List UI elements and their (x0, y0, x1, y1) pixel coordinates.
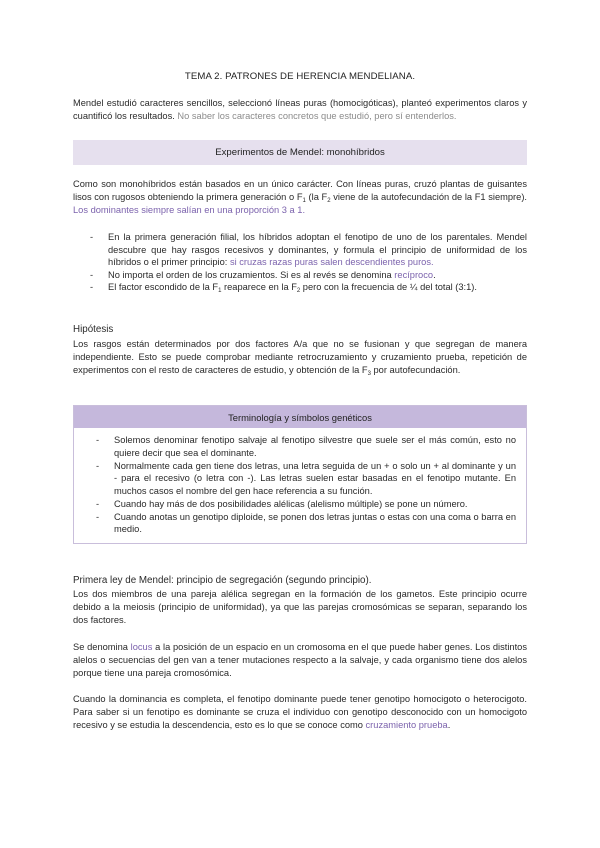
section-band-monohibridos: Experimentos de Mendel: monohíbridos (73, 140, 527, 165)
monohibridos-paragraph (73, 178, 527, 217)
p1-text-c: viene de la autofecundación de la F1 siempre). (330, 192, 527, 202)
bullet-3-text-b: reaparece en la F (221, 282, 297, 292)
hipotesis-text-b: por autofecundación. (370, 365, 461, 375)
p1-sub-1: 1 (302, 198, 306, 204)
bullet-3-text-c: pero con la frecuencia de ¼ del total (3:1). (300, 282, 477, 292)
dominancia-term: cruzamiento prueba (365, 720, 448, 730)
terminologia-box (73, 405, 527, 544)
locus-term: locus (130, 642, 153, 652)
dominancia-paragraph (73, 693, 527, 732)
intro-text: Mendel estudió caracteres sencillos, seleccionó líneas puras (homocigóticas), planteó experimentos claros y cuantificó los resultados. (73, 98, 527, 121)
list-item: - Solemos denominar fenotipo salvaje al fenotipo silvestre que suele ser el más común, esto no quiere decir que sea el dominante. (78, 434, 516, 459)
bullet-3-sub-2: 2 (296, 288, 301, 294)
bullet-2-highlight: recíproco (394, 269, 434, 280)
primera-ley-heading: Primera ley de Mendel: principio de segregación (segundo principio). (73, 575, 372, 586)
bullet-2-text: No importa el orden de los cruzamientos. Si es al revés se denomina (108, 269, 392, 280)
list-item (73, 281, 527, 294)
primera-ley-section (73, 574, 527, 627)
bullet-2-tail: . (433, 269, 436, 280)
bullet-3-sub-1: 1 (218, 288, 222, 294)
list-item: - Cuando hay más de dos posibilidades alélicas (alelismo múltiple) se pone un número. (78, 498, 516, 511)
dominancia-text: Cuando la dominancia es completa, el fenotipo dominante puede tener genotipo homocigoto o heterocigoto. Para saber si un fenotipo es dominante se cruza el individuo con genotipo desconocido con un homocigoto recesivo y se estudia la descendencia, esto es lo que se conoce como (73, 694, 527, 730)
p1-text-b: (la F (305, 192, 328, 202)
locus-post: a la posición de un espacio en un cromosoma en el que puede haber genes. Los distintos alelos o secuencias del gen van a tener mutaciones respecto a la salvaje, y cada organismo tiene dos alelos porque tiene una pareja cromosómica. (73, 642, 527, 678)
hipotesis-heading: Hipótesis (73, 324, 114, 335)
list-item: - Normalmente cada gen tiene dos letras, una letra seguida de un + o solo un + al dominante y un - para el recesivo (o letra con -). Las letras suelen estar basadas en el fenotipo mutante. En muchos casos el nombre del gen hace referencia a su función. (78, 460, 516, 498)
primera-ley-text: Los dos miembros de una pareja alélica segregan en la formación de los gametos. Este principio ocurre debido a la meiosis (principio de uniformidad), ya que las parejas cromosómicas se separan, separando los dos factores. (73, 589, 527, 625)
bullet-1-text: En la primera generación filial, los híbridos adoptan el fenotipo de uno de los parentales. Mendel descubre que hay rasgos recesivos y dominantes, y formula el principio de uniformidad de los híbridos o el primer principio: (108, 232, 527, 267)
bullet-3-text-a: El factor escondido de la F (108, 282, 219, 292)
p1-text-a: Como son monohíbridos están basados en un único carácter. Con líneas puras, cruzó plantas de guisantes lisos con rugosos obteniendo la primera generación o F (73, 179, 527, 202)
bullet-1-highlight: si cruzas razas puras salen descendientes puros. (229, 257, 434, 267)
p1-sub-2: 2 (327, 198, 331, 204)
hipotesis-sub: 3 (367, 371, 371, 377)
document-title: TEMA 2. PATRONES DE HERENCIA MENDELIANA. (184, 71, 416, 82)
list-item (73, 231, 527, 269)
list-item (73, 269, 527, 282)
locus-paragraph (73, 641, 527, 680)
p1-highlight: Los dominantes siempre salían en una proporción 3 a 1. (73, 205, 306, 215)
hipotesis-text-a: Los rasgos están determinados por dos factores A/a que no se fusionan y que segregan de manera independiente. Esto se puede comprobar mediante retrocruzamiento y cruzamiento prueba, repetición de experimentos con el resto de caracteres de estudio, y obtención de la F (73, 339, 527, 375)
dominancia-tail: . (447, 720, 451, 730)
intro-note: No saber los caracteres concretos que estudió, pero sí entenderlos. (177, 111, 457, 121)
list-item: - Cuando anotas un genotipo diploide, se ponen dos letras juntas o estas con una coma o barra en medio. (78, 511, 516, 536)
terminologia-header: Terminología y símbolos genéticos (74, 406, 526, 428)
intro-paragraph (73, 97, 527, 123)
monohibridos-list (73, 231, 527, 294)
locus-pre: Se denomina (73, 642, 128, 652)
hipotesis-section (73, 323, 527, 377)
